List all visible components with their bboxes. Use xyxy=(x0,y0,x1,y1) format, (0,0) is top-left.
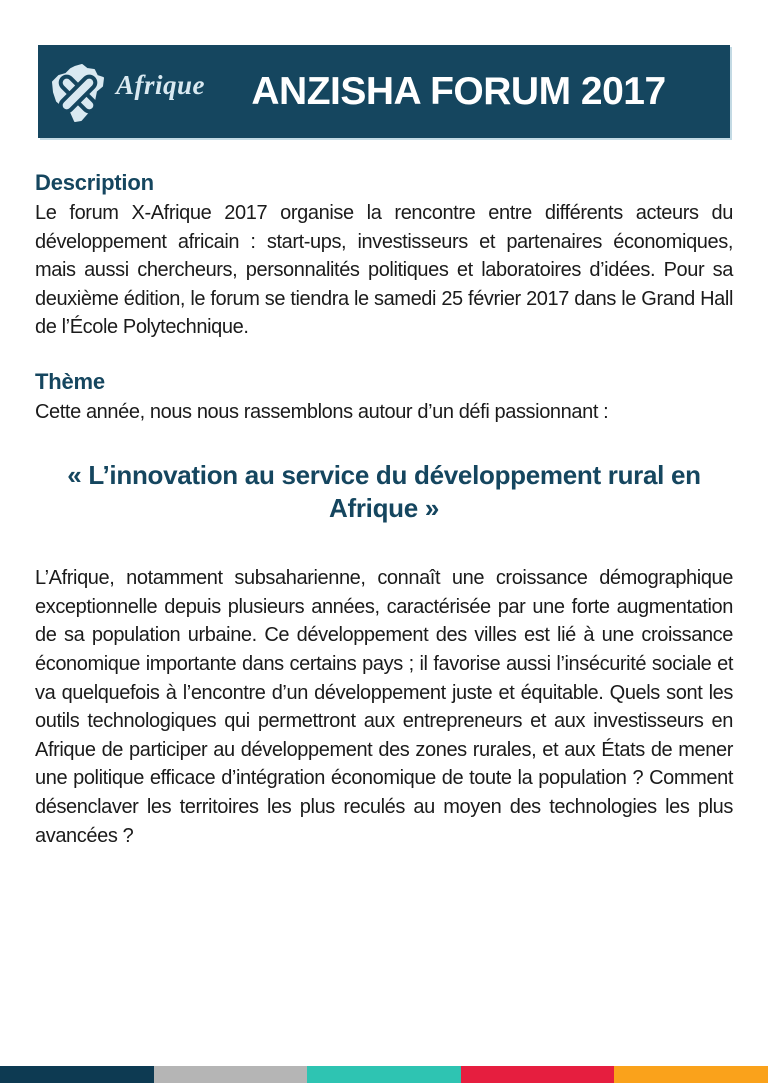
header-banner xyxy=(38,45,730,138)
theme-intro-paragraph: Cette année, nous nous rassemblons autour d’un défi passionnant : xyxy=(35,400,609,423)
description-paragraph: Le forum X-Afrique 2017 organise la rencontre entre différents acteurs du développement africain : start-ups, investisseurs et partenaires économiques, mais aussi chercheurs, personnalités politiques et laboratoires d’idées. Pour sa deuxième édition, le forum se tiendra le samedi 25 février 2017 dans le Grand Hall de l’École Polytechnique. xyxy=(35,202,733,339)
description-section xyxy=(35,170,733,342)
theme-quote: « L’innovation au service du développement rural en Afrique » xyxy=(67,459,701,524)
x-afrique-logo xyxy=(38,58,205,126)
footer-stripe xyxy=(154,1066,308,1083)
footer-stripe xyxy=(614,1066,768,1083)
footer-stripe xyxy=(307,1066,461,1083)
theme-heading: Thème xyxy=(35,368,105,394)
footer-stripe xyxy=(461,1066,615,1083)
theme-section xyxy=(35,369,733,850)
brand-name: Afrique xyxy=(116,69,206,100)
x-africa-logo-icon xyxy=(48,64,114,126)
footer-stripe xyxy=(0,1066,154,1083)
page-title: ANZISHA FORUM 2017 xyxy=(251,69,666,113)
theme-body-paragraph: L’Afrique, notamment subsaharienne, connaît une croissance démographique exceptionnelle depuis plusieurs années, caractérisée par une forte augmentation de sa population urbaine. Ce développement des villes est lié à une croissance économique importante dans certains pays ; il favorise aussi l’insécurité sociale et va quelquefois à l’encontre d’un développement juste et équitable. Quels sont les outils technologiques qui permettront aux entrepreneurs et aux investisseurs en Afrique de participer au développement des zones rurales, et aux États de mener une politique efficace d’intégration économique de toute la population ? Comment désenclaver les territoires les plus reculés au moyen des technologies les plus avancées ? xyxy=(35,567,733,847)
description-heading: Description xyxy=(35,170,154,195)
flyer-content xyxy=(35,170,733,850)
footer-stripes xyxy=(0,1066,768,1083)
